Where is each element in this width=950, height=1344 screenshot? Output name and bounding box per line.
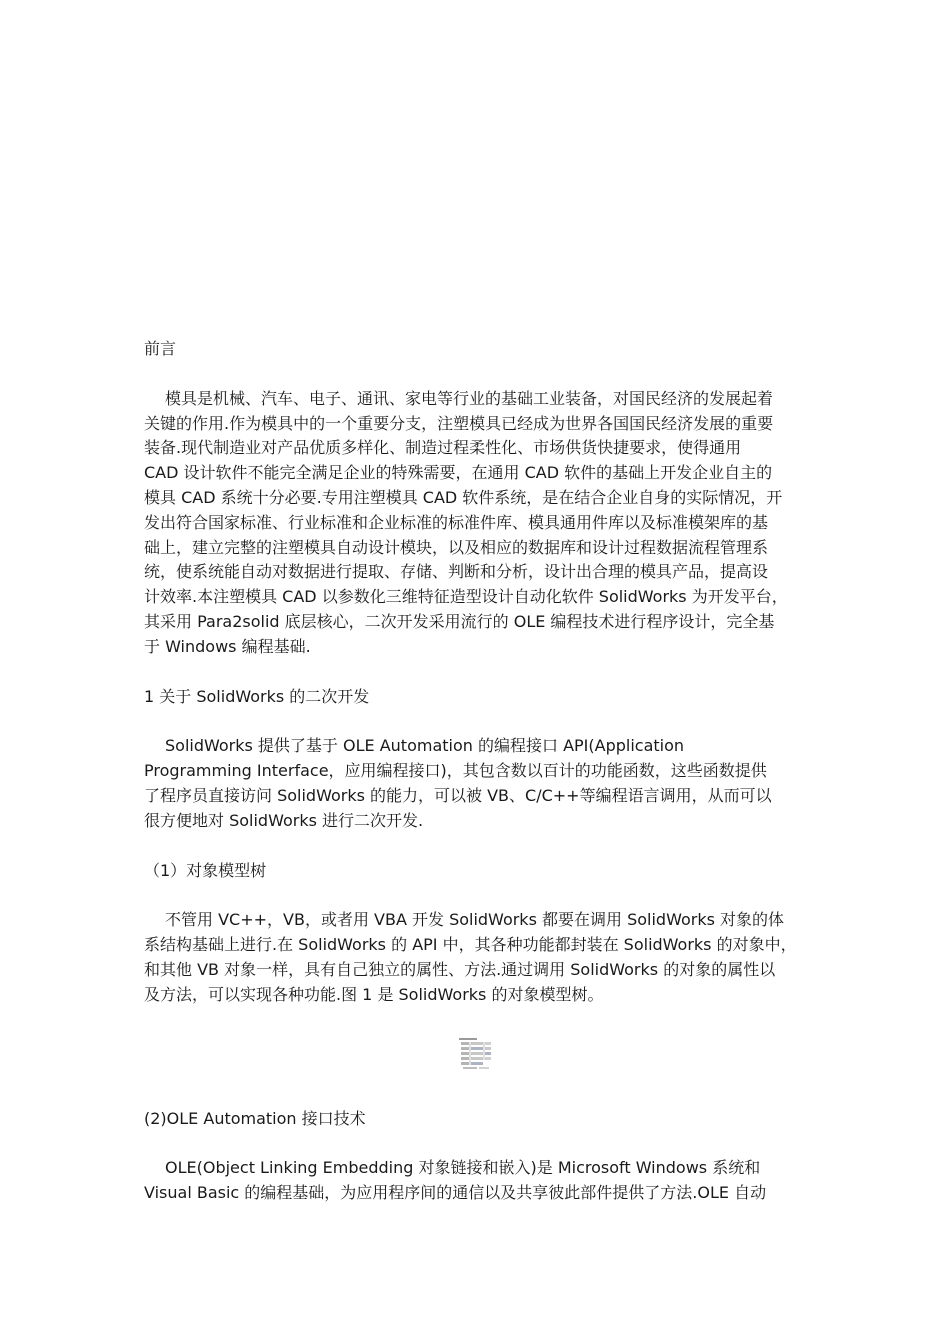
- text-line: 和其他 VB 对象一样，具有自己独立的属性、方法.通过调用 SolidWorks 的对象的属性以: [144, 959, 776, 979]
- document-body: [144, 337, 809, 1206]
- text-line: 其采用 Para2solid 底层核心，二次开发采用流行的 OLE 编程技术进行程序设计，完全基: [144, 611, 775, 631]
- section1-heading: 1 关于 SolidWorks 的二次开发: [144, 686, 370, 706]
- spacer: [144, 362, 809, 387]
- spacer: [144, 834, 809, 859]
- text-line: 系结构基础上进行.在 SolidWorks 的 API 中，其各种功能都封装在 SolidWorks 的对象中，: [144, 935, 797, 955]
- text-line: 模具是机械、汽车、电子、通讯、家电等行业的基础工业装备，对国民经济的发展起着: [165, 388, 774, 408]
- text-line: 模具 CAD 系统十分必要.专用注塑模具 CAD 软件系统，是在结合企业自身的实际情况，开: [144, 487, 783, 507]
- object-model-tree-figure: [457, 1036, 493, 1072]
- section1-paragraph: [144, 734, 809, 833]
- text-line: 不管用 VC++，VB，或者用 VBA 开发 SolidWorks 都要在调用 SolidWorks 对象的体: [165, 910, 785, 930]
- text-line: SolidWorks 提供了基于 OLE Automation 的编程接口 API(Application: [165, 736, 685, 756]
- text-line: Programming Interface，应用编程接口)，其包含数以百计的功能函数，这些函数提供: [144, 761, 767, 781]
- text-line: 及方法，可以实现各种功能.图 1 是 SolidWorks 的对象模型树。: [144, 984, 604, 1004]
- text-line: Visual Basic 的编程基础，为应用程序间的通信以及共享彼此部件提供了方法.OLE 自动: [144, 1183, 767, 1203]
- text-line: 了程序员直接访问 SolidWorks 的能力，可以被 VB、C/C++等编程语言调用，从而可以: [144, 785, 772, 805]
- sub2-paragraph: [144, 1156, 809, 1206]
- text-line: CAD 设计软件不能完全满足企业的特殊需要，在通用 CAD 软件的基础上开发企业自主的: [144, 463, 773, 483]
- sub1-paragraph: [144, 908, 809, 1007]
- text-line: 关键的作用.作为模具中的一个重要分支，注塑模具已经成为世界各国国民经济发展的重要: [144, 413, 774, 433]
- text-line: 于 Windows 编程基础.: [144, 636, 311, 656]
- preface-heading: 前言: [144, 339, 177, 358]
- preface-paragraph: [144, 387, 809, 660]
- spacer: [144, 1131, 809, 1156]
- text-line: 计效率.本注塑模具 CAD 以参数化三维特征造型设计自动化软件 SolidWorks 为开发平台，: [144, 587, 788, 607]
- text-line: 础上，建立完整的注塑模具自动设计模块，以及相应的数据库和设计过程数据流程管理系: [144, 537, 769, 557]
- spacer: [144, 883, 809, 908]
- sub1-heading: （1）对象模型树: [144, 860, 267, 880]
- spacer: [144, 660, 809, 685]
- text-line: 装备.现代制造业对产品优质多样化、制造过程柔性化、市场供货快捷要求，使得通用: [144, 438, 742, 458]
- spacer: [144, 1008, 809, 1033]
- figure-1: [144, 1033, 809, 1079]
- spacer: [144, 709, 809, 734]
- text-line: 很方便地对 SolidWorks 进行二次开发.: [144, 810, 424, 830]
- spacer: [144, 1079, 809, 1107]
- text-line: 统，使系统能自动对数据进行提取、存储、判断和分析，设计出合理的模具产品，提高设: [144, 562, 769, 582]
- text-line: 发出符合国家标准、行业标准和企业标准的标准件库、模具通用件库以及标准模架库的基: [144, 512, 769, 532]
- sub2-heading: (2)OLE Automation 接口技术: [144, 1108, 366, 1128]
- text-line: OLE(Object Linking Embedding 对象链接和嵌入)是 Microsoft Windows 系统和: [165, 1158, 761, 1178]
